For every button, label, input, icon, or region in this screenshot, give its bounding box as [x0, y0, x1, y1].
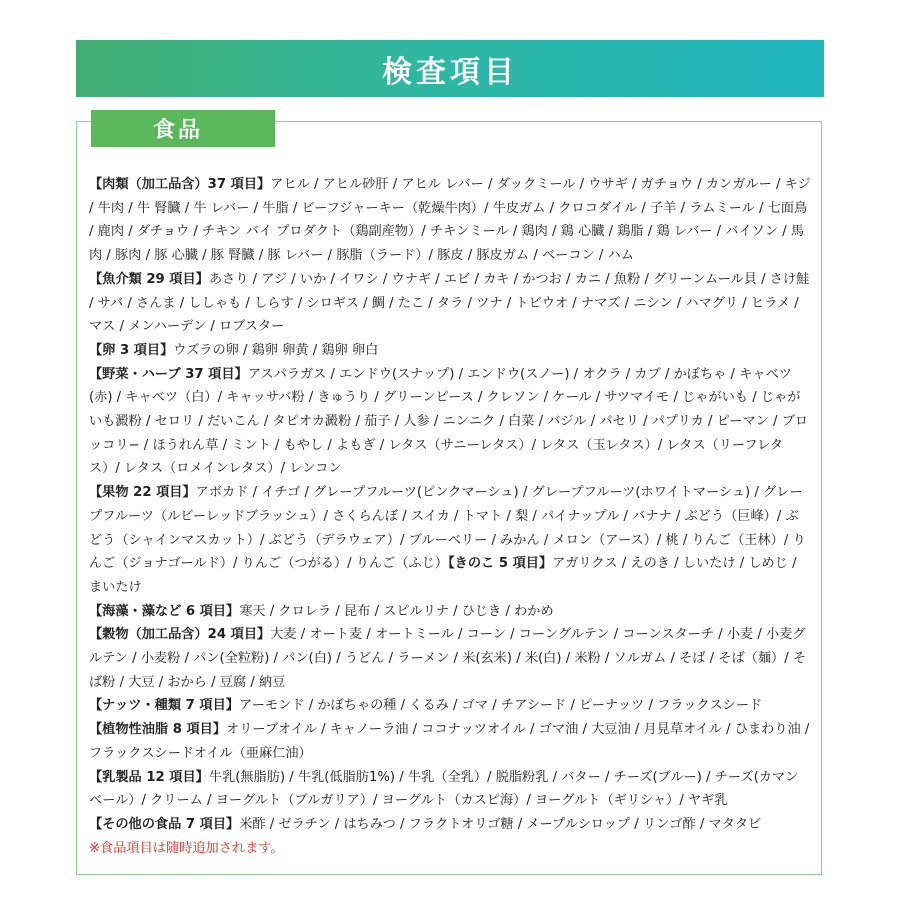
category-meat — [89, 173, 811, 268]
category-fruits — [89, 481, 811, 600]
category-label: 【植物性油脂 8 項目】 — [89, 722, 227, 738]
category-items: 大麦 / オート麦 / オートミール / コーン / コーングルテン / コーンスターチ / 小麦 / 小麦グルテン / 小麦粉 / パン(全粒粉) / パン(白) / うどん / ラーメン / 米(玄米) / 米(白) / 米粉 / ソルガム / そば / そば（麺）/ そば粉 / 大豆 / おから / 豆腐 / 納豆 — [89, 627, 807, 690]
category-label: 【卵 3 項目】 — [89, 342, 174, 358]
category-dairy — [89, 766, 811, 813]
category-label: 【果物 22 項目】 — [89, 485, 196, 501]
category-label: 【その他の食品 7 項目】 — [89, 816, 240, 832]
category-vegetables-herbs — [89, 363, 811, 482]
category-items: アーモンド / かぼちゃの種 / くるみ / ゴマ / チアシード / ピーナッツ / フラックスシード — [238, 698, 763, 714]
category-items: 牛乳(無脂肪) / 牛乳(低脂肪1%) / 牛乳（全乳）/ 脱脂粉乳 / バター / チーズ(ブルー) / チーズ(カマンベール）/ クリーム / ヨーグルト（ブルガリア）/ ヨーグルト（カスピ海）/ ヨーグルト（ギリシャ）/ ヤギ乳 — [89, 769, 799, 809]
category-items: アボカド / イチゴ / グレープフルーツ(ピンクマーシュ) / グレープフルーツ(ホワイトマーシュ) / グレープフルーツ（ルビーレッドブラッシュ）/ さくらんぼ / スイカ / トマト / 梨 / パイナップル / バナナ / ぶどう（巨峰）/ ぶどう（シャインマスカット）/ ぶどう（デラウェア）/ ブルーベリー / みかん / メロン（アース）/ 桃 / りんご（王林）/ りんご（ジョナゴールド）/ りんご（つがる）/ りんご（ふじ） — [89, 485, 806, 572]
category-items: 寒天 / クロレラ / 昆布 / スピルリナ / ひじき / わかめ — [239, 603, 554, 619]
category-items: 米酢 / ゼラチン / はちみつ / フラクトオリゴ糖 / メープルシロップ / リンゴ酢 / マタタビ — [239, 816, 762, 832]
category-items: あさり / アジ / いか / イワシ / ウナギ / エビ / カキ / かつお / カニ / 魚粉 / グリーンムール貝 / さけ鮭 / サバ / さんま / ししゃも / しらす / シロギス / 鯛 / たこ / タラ / ツナ / トビウオ / ナマズ / ニシン / ハマグリ / ヒラメ / マス / メンハーデン / ロブスター — [89, 271, 810, 335]
header-banner — [76, 40, 824, 97]
category-label: 【乳製品 12 項目】 — [89, 769, 209, 785]
category-items: ウズラの卵 / 鶏卵 卵黄 / 鶏卵 卵白 — [173, 342, 379, 358]
category-label-mushrooms: 【きのこ 5 項目】 — [448, 556, 553, 572]
category-label: 【ナッツ・種類 7 項目】 — [89, 698, 239, 714]
food-item-list — [89, 173, 811, 860]
category-grains — [89, 623, 811, 694]
category-items: オリーブオイル / キャノーラ油 / ココナッツオイル / ゴマ油 / 大豆油 / 月見草オイル / ひまわり油 / フラックスシードオイル（亜麻仁油） — [89, 722, 810, 761]
category-items-mushrooms: アガリクス / えのき / しいたけ / しめじ / まいたけ — [89, 556, 797, 595]
section-title: 食品 — [153, 118, 204, 143]
category-label: 【肉類（加工品含）37 項目】 — [89, 177, 271, 192]
category-label: 【魚介類 29 項目】 — [89, 271, 209, 287]
category-seafood — [89, 268, 811, 339]
section-tab-food — [91, 110, 275, 147]
category-seaweed — [89, 600, 811, 624]
category-label: 【野菜・ハーブ 37 項目】 — [89, 366, 248, 382]
category-nuts-seeds — [89, 694, 811, 718]
category-label: 【穀物（加工品含）24 項目】 — [89, 627, 271, 643]
category-egg — [89, 339, 811, 363]
category-items: アスパラガス / エンドウ(スナップ) / エンドウ(スノー) / オクラ / カブ / かぼちゃ / キャベツ(赤) / キャベツ（白）/ キャッサバ粉 / きゅうり / グリーンピース / クレソン / ケール / サツマイモ / じゃがいも / じゃがいも澱粉 / セロリ / だいこん / タピオカ澱粉 / 茄子 / 人参 / ニンニク / 白菜 / バジル / パセリ / パプリカ / ピーマン / ブロッコリ− / ほうれん草 / ミント / もやし / よもぎ / レタス（サニーレタス）/ レタス（玉レタス）/ レタス（リーフレタス）/ レタス（ロメインレタス）/ レンコン — [89, 366, 809, 477]
category-items: アヒル / アヒル砂肝 / アヒル レバー / ダックミール / ウサギ / ガチョウ / カンガルー / キジ / 牛肉 / 牛 腎臓 / 牛 レバー / 牛脂 / ビーフジャーキー（乾燥牛肉）/ 牛皮ガム / クロコダイル / 子羊 / ラムミール / 七面鳥 / 鹿肉 / ダチョウ / チキン バイ プロダクト（鶏副産物）/ チキンミール / 鶏肉 / 鶏 心臓 / 鶏脂 / 鶏 レバー / バイソン / 馬肉 / 豚肉 / 豚 心臓 / 豚 腎臓 / 豚 レバー / 豚脂（ラード）/ 豚皮 / 豚皮ガム / ベーコン / ハム — [89, 177, 811, 264]
category-vegetable-oils — [89, 718, 811, 765]
category-label: 【海藻・藻など 6 項目】 — [89, 603, 240, 619]
category-other-foods — [89, 813, 811, 837]
addition-note: ※食品項目は随時追加されます。 — [89, 840, 284, 856]
page-title: 検査項目 — [382, 54, 518, 90]
